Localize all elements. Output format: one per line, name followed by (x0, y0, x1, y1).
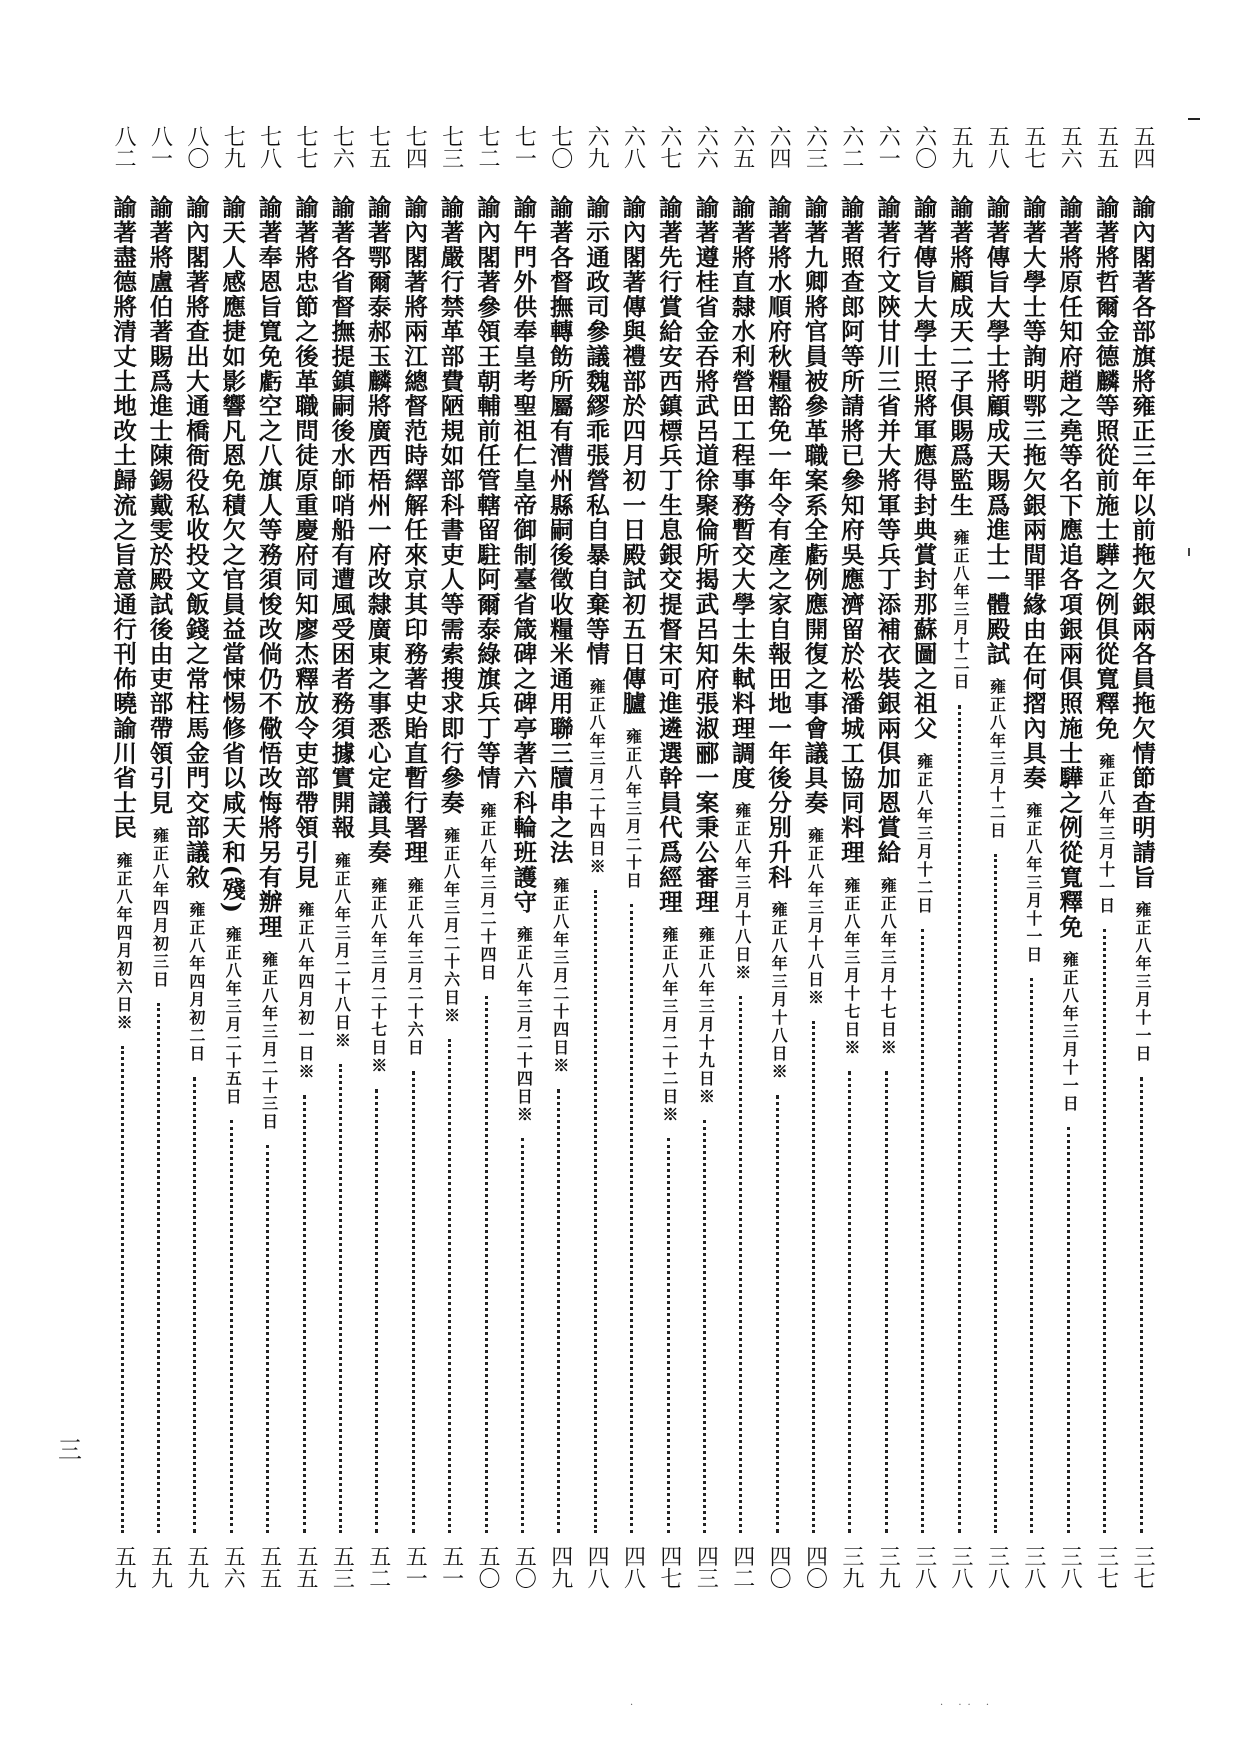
dot-leader (339, 1064, 345, 1533)
entry-number: 七一 (511, 125, 537, 169)
dot-leader (557, 1089, 563, 1533)
toc-entry (214, 125, 250, 1605)
toc-entry (614, 125, 650, 1605)
entry-title-text: 諭著遵桂省金吞將武呂道徐聚倫所揭武呂知府張淑郦一案秉公審理 (691, 195, 720, 915)
entry-number: 八二 (111, 125, 137, 169)
entry-date: 雍正八年三月二十四日※ (514, 926, 534, 1125)
table-of-contents (105, 125, 1160, 1605)
entry-page: 三八 (948, 1545, 974, 1589)
scan-mark: · ·· · (940, 1700, 996, 1711)
entry-page: 三七 (1093, 1545, 1119, 1589)
page-number: 三 (58, 1436, 82, 1464)
dot-leader (485, 996, 491, 1533)
dot-leader (667, 1138, 673, 1533)
entry-title-text: 諭著傳旨大學士照將軍應得封典賞封那蘇圖之祖父 (909, 195, 938, 741)
toc-entry (1051, 125, 1087, 1605)
entry-title (141, 195, 177, 989)
entry-title (651, 195, 687, 1124)
entry-title-text: 諭著九卿將官員被參革職案系全虧例應開復之事會議具奏 (800, 195, 829, 815)
entry-title (1014, 195, 1050, 964)
entry-title-text: 諭內閣著將兩江總督范時繹解任來京其印務著史貽直暫行署理 (400, 195, 429, 865)
toc-entry (432, 125, 468, 1605)
entry-title (469, 195, 505, 982)
entry-date: 雍正八年三月十八日※ (805, 827, 825, 1007)
entry-title (359, 195, 395, 1075)
dot-leader (994, 854, 1000, 1533)
entry-title (614, 195, 650, 890)
entry-page: 五三 (329, 1545, 355, 1589)
entry-title-text: 諭內閣著將查出大通橋衙役私收投文飯錢之常柱馬金門交部議敘 (181, 195, 210, 890)
dot-leader (812, 1021, 818, 1533)
entry-number: 五七 (1020, 125, 1046, 169)
toc-entry (578, 125, 614, 1605)
dot-leader (303, 1095, 309, 1533)
dot-leader (921, 929, 927, 1533)
entry-title (723, 195, 759, 982)
entry-title (177, 195, 213, 1063)
dot-leader (848, 1071, 854, 1533)
entry-number: 五六 (1057, 125, 1083, 169)
entry-page: 三九 (875, 1545, 901, 1589)
entry-date: 雍正八年三月十八日※ (769, 901, 789, 1082)
toc-entry (323, 125, 359, 1605)
entry-date: 雍正八年三月二十日 (623, 727, 643, 890)
entry-page: 五六 (220, 1545, 246, 1589)
entry-title (287, 195, 323, 1081)
dot-leader (1030, 978, 1036, 1533)
toc-entry (1014, 125, 1050, 1605)
dot-leader (958, 705, 964, 1533)
entry-page: 四〇 (802, 1545, 828, 1589)
toc-entry (469, 125, 505, 1605)
entry-number: 六八 (620, 125, 646, 169)
entry-page: 五九 (147, 1545, 173, 1589)
entry-page: 五一 (438, 1545, 464, 1589)
entry-page: 三八 (1057, 1545, 1083, 1589)
entry-page: 五〇 (511, 1545, 537, 1589)
scan-mark (1188, 548, 1190, 556)
dot-leader (739, 996, 745, 1533)
entry-date: 雍正八年三月十七日※ (878, 876, 898, 1057)
dot-leader (703, 1120, 709, 1533)
entry-title-text: 諭著將水順府秋糧豁免一年令有產之家自報田地一年後分別升科 (764, 195, 793, 890)
entry-title (1051, 195, 1087, 1113)
entry-title-text: 諭著將忠節之後革職問徒原重慶府同知廖杰釋放令吏部帶領引見 (291, 195, 320, 890)
entry-page: 三七 (1130, 1545, 1155, 1589)
entry-page: 三八 (1020, 1545, 1046, 1589)
entry-title-text: 諭著奉恩旨寬免虧空之八旗人等務須悛改倘仍不儆悟改悔將另有辦理 (254, 195, 283, 939)
entry-page: 四九 (547, 1545, 573, 1589)
entry-title (796, 195, 832, 1007)
entry-page: 三九 (838, 1545, 864, 1589)
toc-entry (687, 125, 723, 1605)
entry-date: 雍正八年三月十九日※ (696, 926, 716, 1107)
entry-date: 雍正八年三月十一日 (1023, 802, 1043, 965)
entry-number: 五八 (984, 125, 1010, 169)
toc-entry (505, 125, 541, 1605)
entry-title (832, 195, 868, 1057)
toc-entry (760, 125, 796, 1605)
entry-title-text: 諭示通政司參議魏繆乖張營私自暴自棄等情 (582, 195, 611, 667)
entry-number: 七六 (329, 125, 355, 169)
entry-title (505, 195, 541, 1124)
scan-mark (1188, 118, 1200, 120)
entry-title-text: 諭著將顧成天二子俱賜爲監生 (946, 195, 975, 518)
entry-number: 七四 (402, 125, 428, 169)
entry-number: 六六 (693, 125, 719, 169)
entry-title-text: 諭著將原任知府趙之堯等名下應追各項銀兩俱照施士驊之例從寬釋免 (1055, 195, 1084, 939)
entry-number: 七三 (438, 125, 464, 169)
entry-number: 六三 (802, 125, 828, 169)
entry-number: 六二 (838, 125, 864, 169)
toc-entry (1124, 125, 1160, 1605)
dot-leader (1067, 1127, 1073, 1533)
dot-leader (193, 1077, 199, 1533)
entry-date: 雍正八年三月十七日※ (841, 876, 861, 1057)
entry-date: 雍正八年三月十二日 (951, 529, 971, 692)
dot-leader (885, 1071, 891, 1533)
entry-page: 三八 (984, 1545, 1010, 1589)
entry-number: 八〇 (183, 125, 209, 169)
entry-number: 六七 (656, 125, 682, 169)
entry-number: 七二 (474, 125, 500, 169)
entry-title-text: 諭午門外供奉皇考聖祖仁皇帝御制臺省箴碑之碑亭著六科輪班護守 (509, 195, 538, 915)
dot-leader (121, 1046, 127, 1533)
entry-page: 三八 (911, 1545, 937, 1589)
toc-entry (942, 125, 978, 1605)
dot-leader (1103, 929, 1109, 1533)
toc-entry (177, 125, 213, 1605)
entry-number: 六五 (729, 125, 755, 169)
entry-page: 五一 (402, 1545, 428, 1589)
entry-title-text: 諭著傳旨大學士將顧成天賜爲進士一體殿試 (982, 195, 1011, 667)
dot-leader (266, 1145, 272, 1533)
entry-page: 五五 (293, 1545, 319, 1589)
entry-number: 七五 (365, 125, 391, 169)
scan-mark: · (630, 1700, 634, 1711)
entry-number: 七九 (220, 125, 246, 169)
entry-number: 六一 (875, 125, 901, 169)
entry-title-text: 諭著將哲爾金德麟等照從前施士驊之例俱從寬釋免 (1091, 195, 1120, 741)
entry-title-text: 諭著嚴行禁革部費陋規如部科書吏人等需索搜求即行參奏 (436, 195, 465, 815)
dot-leader (776, 1095, 782, 1533)
entry-number: 八一 (147, 125, 173, 169)
toc-entry (905, 125, 941, 1605)
entry-title (323, 195, 359, 1050)
toc-entry (1087, 125, 1123, 1605)
entry-title (432, 195, 468, 1025)
toc-entry (541, 125, 577, 1605)
entry-number: 六九 (584, 125, 610, 169)
entry-number: 七〇 (547, 125, 573, 169)
entry-number: 六四 (766, 125, 792, 169)
entry-date: 雍正八年四月初一日※ (296, 901, 316, 1082)
entry-title (396, 195, 432, 1057)
entry-date: 雍正八年三月十二日 (987, 678, 1007, 841)
dot-leader (594, 890, 600, 1533)
entry-date: 雍正八年三月十一日 (1096, 752, 1116, 915)
toc-entry (359, 125, 395, 1605)
entry-date: 雍正八年四月初二日 (186, 901, 206, 1064)
entry-page: 四〇 (766, 1545, 792, 1589)
entry-page: 四七 (656, 1545, 682, 1589)
entry-date: 雍正八年四月初三日 (150, 827, 170, 989)
entry-title-text: 諭著先行賞給安西鎮標兵丁生息銀交提督宋可進遴選幹員代爲經理 (654, 195, 683, 915)
dot-leader (375, 1089, 381, 1533)
entry-page: 五九 (111, 1545, 137, 1589)
entry-number: 六〇 (911, 125, 937, 169)
entry-title-text: 諭內閣著傳與禮部於四月初一日殿試初五日傳臚 (618, 195, 647, 716)
entry-title (942, 195, 978, 691)
dot-leader (630, 904, 636, 1533)
entry-page: 四二 (729, 1545, 755, 1589)
entry-date: 雍正八年三月二十八日※ (332, 851, 352, 1050)
entry-title (978, 195, 1014, 840)
entry-title-text: 諭著將直隸水利營田工程事務暫交大學士朱軾料理調度 (727, 195, 756, 791)
entry-date: 雍正八年三月十一日 (1060, 951, 1080, 1113)
entry-title-text: 諭著照查郎阿等所請將已參知府吳應濟留於松潘城工協同料理 (836, 195, 865, 865)
entry-number: 七八 (256, 125, 282, 169)
entry-title-text: 諭著將盧伯著賜爲進士陳錫戴雯於殿試後由吏部帶領引見 (145, 195, 174, 815)
entry-date: 雍正八年三月二十六日 (405, 876, 425, 1057)
toc-entry (978, 125, 1014, 1605)
entry-title-text: 諭著盡德將清丈土地改土歸流之旨意通行刊佈曉諭川省士民 (109, 195, 138, 840)
entry-date: 雍正八年三月二十四日 (477, 802, 497, 983)
entry-title-text: 諭著行文陝甘川三省并大將軍等兵丁添補衣裝銀兩俱加恩賞給 (873, 195, 902, 865)
entry-date: 雍正八年三月十八日※ (732, 802, 752, 983)
toc-entry (105, 125, 141, 1605)
entry-title (578, 195, 614, 876)
entry-title (760, 195, 796, 1081)
entry-date: 雍正八年三月二十七日※ (368, 876, 388, 1075)
entry-number: 五四 (1130, 125, 1155, 169)
entry-number: 五九 (948, 125, 974, 169)
dot-leader (448, 1039, 454, 1533)
entry-date: 雍正八年三月二十四日※ (550, 876, 570, 1075)
entry-title-text: 諭天人感應捷如影響凡恩免積欠之官員益當悚惕修省以咸天和(殘) (218, 195, 247, 915)
entry-date: 雍正八年三月二十六日※ (441, 827, 461, 1025)
entry-date: 雍正八年三月十二日 (914, 752, 934, 915)
entry-page: 五〇 (474, 1545, 500, 1589)
entry-page: 五五 (256, 1545, 282, 1589)
entry-number: 七七 (293, 125, 319, 169)
entry-date: 雍正八年四月初六日※ (114, 851, 134, 1032)
entry-title (1124, 195, 1160, 1063)
entry-title (250, 195, 286, 1131)
entry-date: 雍正八年三月十一日 (1133, 901, 1152, 1064)
dot-leader (230, 1120, 236, 1533)
toc-entry (796, 125, 832, 1605)
toc-entry (869, 125, 905, 1605)
entry-date: 雍正八年三月二十四日※ (587, 678, 607, 877)
entry-page: 五九 (183, 1545, 209, 1589)
entry-title-text: 諭著大學士等詢明鄂三拖欠銀兩間罪緣由在何摺內具奏 (1018, 195, 1047, 791)
entry-date: 雍正八年三月二十三日 (259, 951, 279, 1131)
toc-entry (396, 125, 432, 1605)
toc-entry (651, 125, 687, 1605)
entry-title (687, 195, 723, 1106)
toc-entry (832, 125, 868, 1605)
entry-page: 四三 (693, 1545, 719, 1589)
dot-leader (157, 1003, 163, 1533)
toc-entry (141, 125, 177, 1605)
toc-entry (287, 125, 323, 1605)
entry-page: 五二 (365, 1545, 391, 1589)
entry-page: 四八 (584, 1545, 610, 1589)
entry-title-text: 諭內閣著各部旗將雍正三年以前拖欠銀兩各員拖欠情節查明請旨 (1128, 195, 1156, 890)
entry-title-text: 諭著鄂爾泰郝玉麟將廣西梧州一府改隸廣東之事悉心定議具奏 (363, 195, 392, 865)
entry-title-text: 諭著各省督撫提鎮嗣後水師哨船有遭風受困者務須據實開報 (327, 195, 356, 840)
entry-date: 雍正八年三月二十五日 (223, 926, 243, 1107)
entry-title (541, 195, 577, 1075)
dot-leader (521, 1138, 527, 1533)
entry-title (905, 195, 941, 915)
dot-leader (412, 1071, 418, 1533)
dot-leader (1140, 1077, 1146, 1533)
entry-date: 雍正八年三月二十二日※ (659, 926, 679, 1125)
entry-number: 五五 (1093, 125, 1119, 169)
entry-title-text: 諭著各督撫轉飭所屬有漕州縣嗣後徵收糧米通用聯三牘串之法 (545, 195, 574, 865)
entry-title (105, 195, 141, 1032)
entry-title (1087, 195, 1123, 915)
toc-entry (250, 125, 286, 1605)
entry-title (214, 195, 250, 1106)
entry-title-text: 諭內閣著參領王朝輔前任管轄留駐阿爾泰綠旗兵丁等情 (472, 195, 501, 791)
entry-page: 四八 (620, 1545, 646, 1589)
entry-title (869, 195, 905, 1057)
toc-entry (723, 125, 759, 1605)
